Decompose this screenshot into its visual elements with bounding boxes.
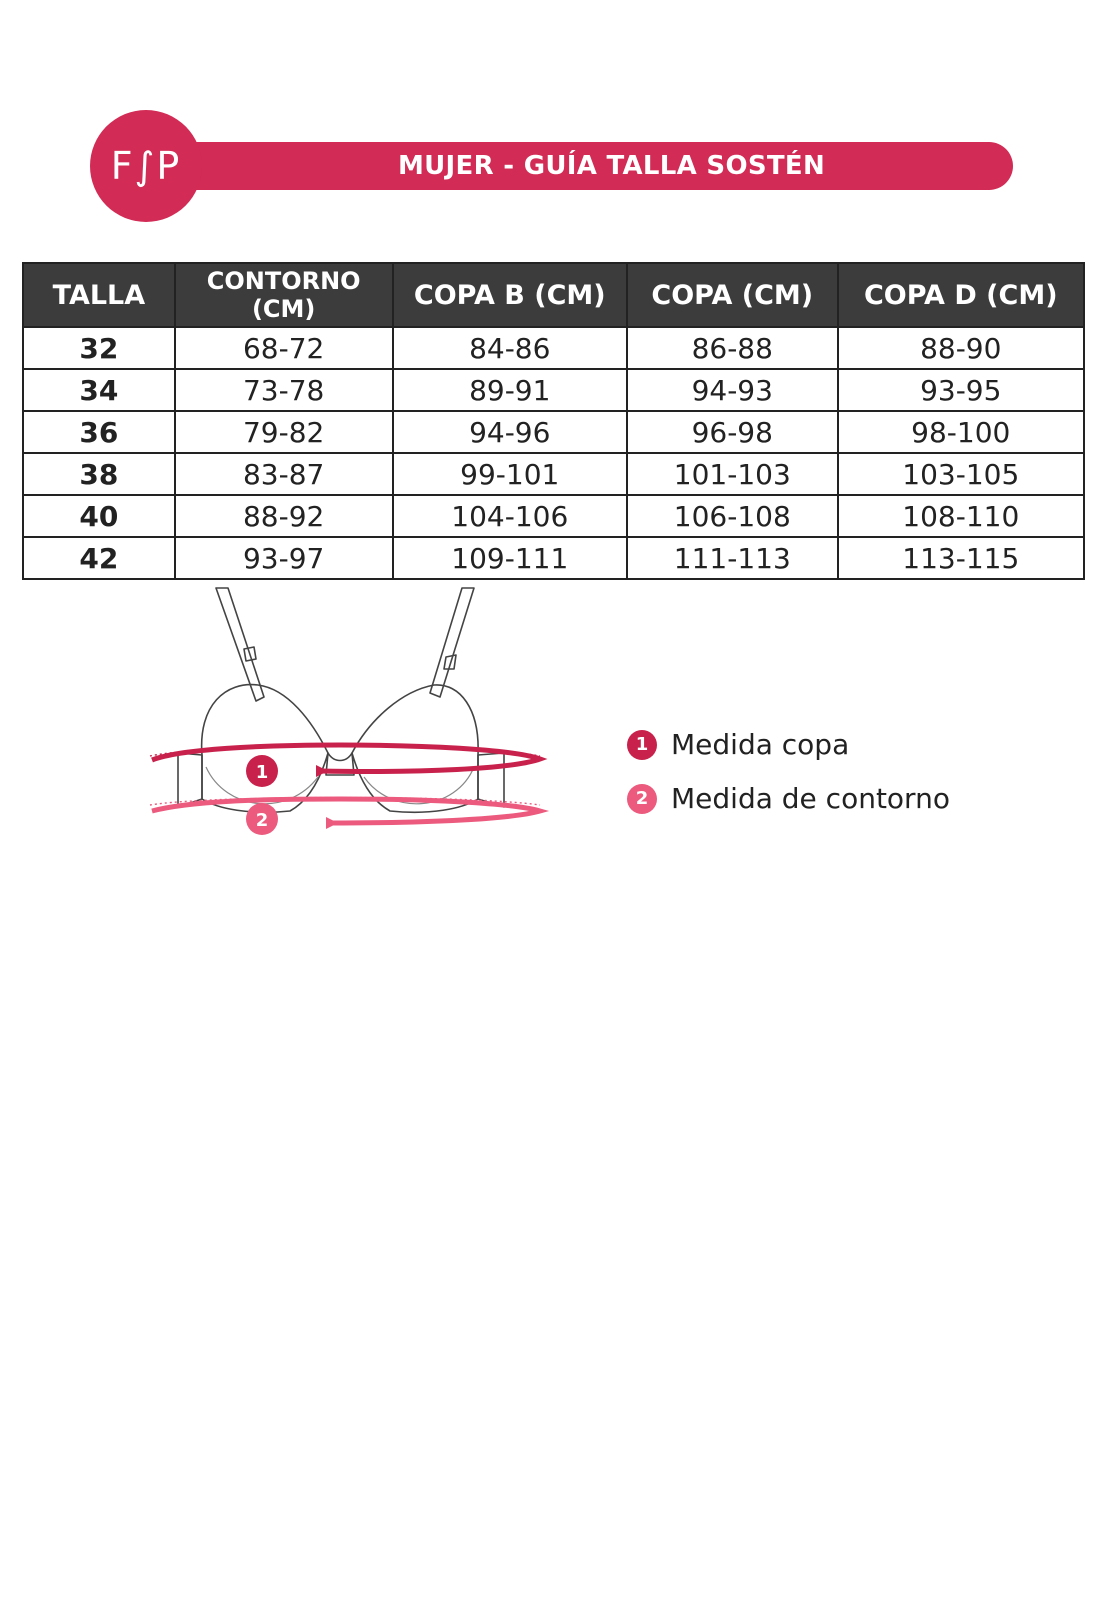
legend-label-contour: Medida de contorno (671, 782, 950, 815)
cell-cup-d: 108-110 (838, 495, 1084, 537)
table-header-row (23, 263, 1084, 327)
cell-size: 34 (23, 369, 175, 411)
cell-contour: 83-87 (175, 453, 393, 495)
brand-logo-text: F∫P (110, 144, 182, 188)
page-title: MUJER - GUÍA TALLA SOSTÉN (397, 151, 826, 181)
cell-cup-b: 89-91 (393, 369, 627, 411)
cell-cup-b: 109-111 (393, 537, 627, 579)
cell-cup-d: 103-105 (838, 453, 1084, 495)
cell-size: 42 (23, 537, 175, 579)
table-row (23, 327, 1084, 369)
cell-cup-b: 99-101 (393, 453, 627, 495)
legend-number-2: 2 (627, 784, 657, 814)
cell-cup-c: 111-113 (627, 537, 838, 579)
cell-cup-c: 106-108 (627, 495, 838, 537)
cell-size: 40 (23, 495, 175, 537)
header-cup-d: COPA D (CM) (838, 263, 1084, 327)
cell-cup-c: 86-88 (627, 327, 838, 369)
cell-cup-b: 84-86 (393, 327, 627, 369)
bra-measurement-icon (140, 585, 570, 865)
cell-cup-c: 94-93 (627, 369, 838, 411)
cell-contour: 68-72 (175, 327, 393, 369)
marker-2: 2 (255, 810, 269, 831)
title-banner (170, 142, 1013, 190)
table-row (23, 411, 1084, 453)
table-row (23, 369, 1084, 411)
size-table (22, 262, 1085, 580)
cell-contour: 88-92 (175, 495, 393, 537)
cell-contour: 79-82 (175, 411, 393, 453)
legend-number-1: 1 (627, 730, 657, 760)
cell-size: 36 (23, 411, 175, 453)
cell-contour: 93-97 (175, 537, 393, 579)
header-contour: CONTORNO (CM) (175, 263, 393, 327)
cell-cup-d: 88-90 (838, 327, 1084, 369)
cell-cup-d: 93-95 (838, 369, 1084, 411)
legend-label-cup: Medida copa (671, 728, 850, 761)
cell-cup-b: 104-106 (393, 495, 627, 537)
table-row (23, 495, 1084, 537)
cell-cup-d: 98-100 (838, 411, 1084, 453)
table-row (23, 537, 1084, 579)
cell-size: 38 (23, 453, 175, 495)
brand-logo (90, 110, 202, 222)
header-cup-b: COPA B (CM) (393, 263, 627, 327)
cell-cup-c: 96-98 (627, 411, 838, 453)
header-size: TALLA (23, 263, 175, 327)
marker-1: 1 (255, 762, 269, 783)
table-row (23, 453, 1084, 495)
cell-size: 32 (23, 327, 175, 369)
cell-contour: 73-78 (175, 369, 393, 411)
cell-cup-c: 101-103 (627, 453, 838, 495)
header-cup-c: COPA (CM) (627, 263, 838, 327)
cell-cup-b: 94-96 (393, 411, 627, 453)
cell-cup-d: 113-115 (838, 537, 1084, 579)
